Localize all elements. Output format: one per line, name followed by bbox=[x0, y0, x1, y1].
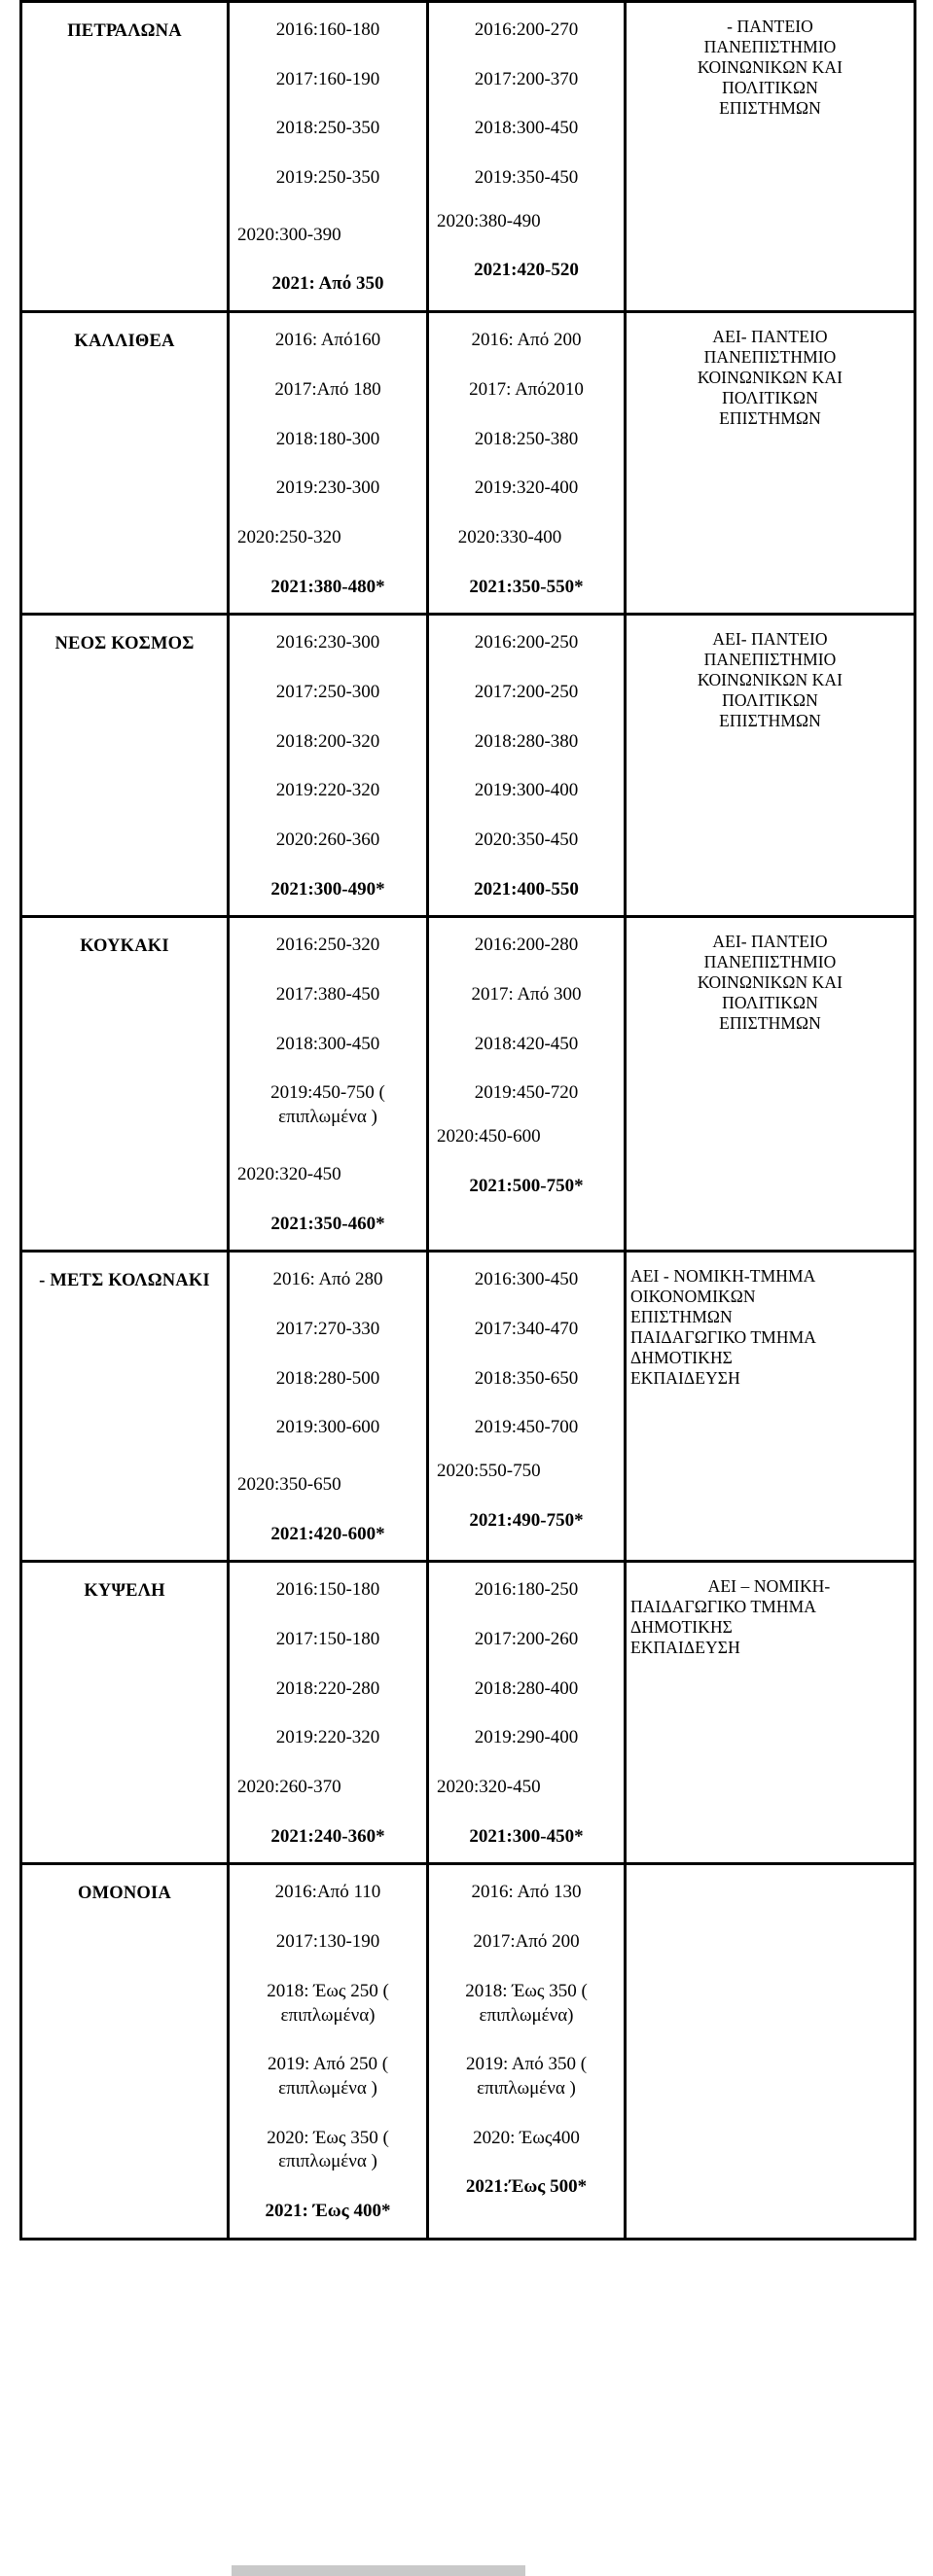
table-body bbox=[21, 2, 915, 2240]
price-entry: 2020:350-450 bbox=[474, 829, 579, 850]
university-line: ΕΚΠΑΙΔΕΥΣΗ bbox=[630, 1368, 740, 1389]
price-entry: 2020:380-490 bbox=[437, 210, 541, 231]
price-entry: 2017:250-300 bbox=[275, 681, 380, 702]
university-line: ΑΕΙ - ΝΟΜΙΚΗ-ΤΜΗΜΑ bbox=[630, 1266, 816, 1287]
university-empty bbox=[627, 1865, 914, 1892]
area-label: ΚΑΛΛΙΘΕΑ bbox=[74, 332, 175, 352]
price-entry: 2021:380-480* bbox=[270, 576, 385, 597]
price-entry: 2019:350-450 bbox=[474, 167, 579, 189]
twobed-prices-cell bbox=[428, 1562, 626, 1864]
price-entry: 2016:200-250 bbox=[474, 632, 579, 653]
area-label: ΚΥΨΕΛΗ bbox=[84, 1581, 165, 1602]
price-entry: 2019:230-300 bbox=[275, 477, 380, 499]
price-entry: 2021: Από 350 bbox=[271, 273, 384, 295]
price-entry: 2016:160-180 bbox=[275, 19, 380, 40]
price-entry: 2016: Από 130 bbox=[471, 1882, 582, 1903]
price-entry: 2018:250-380 bbox=[474, 428, 579, 449]
price-entry: 2016:180-250 bbox=[474, 1579, 579, 1601]
area-cell bbox=[21, 615, 229, 917]
price-entry: 2016:200-270 bbox=[474, 19, 579, 40]
price-entry: 2017:Από 200 bbox=[473, 1931, 580, 1953]
price-entry: 2018:220-280 bbox=[275, 1677, 380, 1699]
university-line: ΠΟΛΙΤΙΚΩΝ bbox=[722, 690, 818, 711]
price-entry: 2020:250-320 bbox=[237, 526, 341, 547]
price-entry: 2016:250-320 bbox=[275, 935, 380, 956]
price-entry: 2021:300-450* bbox=[469, 1825, 584, 1847]
university-cell bbox=[626, 917, 915, 1252]
price-entry: 2020:260-360 bbox=[275, 829, 380, 850]
university-line: ΑΕΙ- ΠΑΝΤΕΙΟ bbox=[712, 629, 828, 650]
studio-prices-cell bbox=[229, 1864, 428, 2239]
area-label: ΚΟΥΚΑΚΙ bbox=[80, 936, 169, 957]
twobed-prices-cell bbox=[428, 312, 626, 615]
university-line: ΚΟΙΝΩΝΙΚΩΝ ΚΑΙ bbox=[697, 670, 843, 690]
area-cell bbox=[21, 1864, 229, 2239]
price-entry: 2018:300-450 bbox=[275, 1033, 380, 1054]
twobed-prices-cell bbox=[428, 615, 626, 917]
university-line: ΑΕΙ- ΠΑΝΤΕΙΟ bbox=[712, 327, 828, 347]
price-entry: 2019:300-400 bbox=[474, 780, 579, 801]
price-entry: 2017: Από 300 bbox=[471, 984, 582, 1006]
university-cell bbox=[626, 1864, 915, 2239]
price-entry: 2019:320-400 bbox=[474, 477, 579, 499]
university-line: ΕΠΙΣΤΗΜΩΝ bbox=[719, 98, 821, 118]
price-entry: 2021:400-550 bbox=[474, 878, 579, 900]
university-line: ΠΟΛΙΤΙΚΩΝ bbox=[722, 78, 818, 97]
twobed-prices-cell bbox=[428, 2, 626, 312]
price-entry: 2017:160-190 bbox=[275, 68, 380, 89]
price-entry: 2017:130-190 bbox=[275, 1931, 380, 1953]
price-entry: 2016:300-450 bbox=[474, 1269, 579, 1290]
university-cell bbox=[626, 1562, 915, 1864]
university-line: ΚΟΙΝΩΝΙΚΩΝ ΚΑΙ bbox=[697, 368, 843, 388]
university-line: ΠΑΙΔΑΓΩΓΙΚΟ ΤΜΗΜΑ bbox=[630, 1597, 816, 1617]
studio-prices-cell bbox=[229, 312, 428, 615]
price-entry: 2020:260-370 bbox=[237, 1777, 341, 1798]
price-entry: 2016: Από160 bbox=[274, 330, 381, 351]
university-cell bbox=[626, 312, 915, 615]
price-entry: 2017:270-330 bbox=[275, 1318, 380, 1339]
area-cell bbox=[21, 1252, 229, 1562]
price-entry: 2018: Έως 350 ( επιπλωμένα) bbox=[465, 1980, 588, 2026]
price-entry: 2020:450-600 bbox=[437, 1126, 541, 1147]
price-entry: 2016:150-180 bbox=[275, 1579, 380, 1601]
price-entry: 2018:200-320 bbox=[275, 730, 380, 752]
price-entry: 2019:450-750 ( επιπλωμένα ) bbox=[270, 1082, 385, 1128]
price-entry: 2020:320-450 bbox=[437, 1777, 541, 1798]
university-line: ΠΟΛΙΤΙΚΩΝ bbox=[722, 993, 818, 1013]
studio-prices-cell bbox=[229, 2, 428, 312]
price-entry: 2019:450-700 bbox=[474, 1417, 579, 1438]
university-line: ΠΑΙΔΑΓΩΓΙΚΟ ΤΜΗΜΑ bbox=[630, 1327, 816, 1348]
price-entry: 2018:300-450 bbox=[474, 118, 579, 139]
studio-prices-cell bbox=[229, 917, 428, 1252]
university-cell bbox=[626, 2, 915, 312]
university-line: ΠΟΛΙΤΙΚΩΝ bbox=[722, 388, 818, 408]
price-entry: 2016: Από 200 bbox=[471, 330, 582, 351]
price-entry: 2017:150-180 bbox=[275, 1629, 380, 1649]
university-line: ΕΠΙΣΤΗΜΩΝ bbox=[719, 408, 821, 429]
price-entry: 2019:290-400 bbox=[474, 1727, 579, 1748]
price-entry: 2021:420-600* bbox=[270, 1523, 385, 1544]
area-label: - ΜΕΤΣ ΚΟΛΩΝΑΚΙ bbox=[39, 1271, 210, 1291]
price-entry: 2018: Έως 250 ( επιπλωμένα) bbox=[267, 1980, 389, 2026]
price-entry: 2021:420-520 bbox=[474, 260, 579, 281]
area-label: ΝΕΟΣ ΚΟΣΜΟΣ bbox=[54, 634, 195, 654]
rent-price-table bbox=[19, 0, 916, 2241]
area-label: ΠΕΤΡΑΛΩΝΑ bbox=[67, 21, 182, 41]
university-line: ΔΗΜΟΤΙΚΗΣ bbox=[630, 1617, 733, 1638]
price-entry: 2017: Από2010 bbox=[469, 378, 584, 400]
price-entry: 2018:280-380 bbox=[474, 730, 579, 752]
price-entry: 2021:240-360* bbox=[270, 1825, 385, 1847]
selection-highlight-band bbox=[232, 2565, 525, 2576]
university-line: ΠΑΝΕΠΙΣΤΗΜΙΟ bbox=[703, 952, 837, 972]
price-entry: 2021:350-550* bbox=[469, 576, 584, 597]
price-entry: 2018:280-500 bbox=[275, 1367, 380, 1389]
university-line: ΕΠΙΣΤΗΜΩΝ bbox=[630, 1307, 733, 1327]
twobed-prices-cell bbox=[428, 917, 626, 1252]
table-row bbox=[21, 2, 915, 312]
university-line: ΚΟΙΝΩΝΙΚΩΝ ΚΑΙ bbox=[697, 57, 843, 77]
university-line: ΠΑΝΕΠΙΣΤΗΜΙΟ bbox=[703, 347, 837, 368]
price-entry: 2019: Από 350 ( επιπλωμένα ) bbox=[465, 2054, 588, 2099]
university-line: ΕΠΙΣΤΗΜΩΝ bbox=[719, 1013, 821, 1034]
price-entry: 2017:380-450 bbox=[275, 984, 380, 1006]
price-entry: 2017:200-370 bbox=[474, 68, 579, 89]
price-entry: 2020: Έως400 bbox=[473, 2127, 580, 2148]
university-cell bbox=[626, 1252, 915, 1562]
table-row bbox=[21, 312, 915, 615]
university-line: ΕΠΙΣΤΗΜΩΝ bbox=[719, 711, 821, 731]
price-entry: 2019:220-320 bbox=[275, 1727, 380, 1748]
price-entry: 2021:500-750* bbox=[469, 1175, 584, 1196]
price-entry: 2018:180-300 bbox=[275, 428, 380, 449]
price-entry: 2017:200-260 bbox=[474, 1629, 579, 1649]
area-cell bbox=[21, 917, 229, 1252]
price-entry: 2019:220-320 bbox=[275, 780, 380, 801]
university-line: ΕΚΠΑΙΔΕΥΣΗ bbox=[630, 1638, 740, 1658]
price-entry: 2018:280-400 bbox=[474, 1677, 579, 1699]
price-entry: 2020:320-450 bbox=[237, 1163, 341, 1184]
area-cell bbox=[21, 312, 229, 615]
price-entry: 2017:Από 180 bbox=[274, 378, 381, 400]
price-entry: 2020:550-750 bbox=[437, 1460, 541, 1481]
area-cell bbox=[21, 1562, 229, 1864]
price-entry: 2018:250-350 bbox=[275, 118, 380, 139]
table-row bbox=[21, 615, 915, 917]
university-line: ΑΕΙ- ΠΑΝΤΕΙΟ bbox=[712, 932, 828, 952]
price-entry: 2020:330-400 bbox=[457, 526, 562, 547]
area-cell bbox=[21, 2, 229, 312]
price-entry: 2019:450-720 bbox=[474, 1082, 579, 1104]
price-entry: 2019: Από 250 ( επιπλωμένα ) bbox=[267, 2054, 389, 2099]
studio-prices-cell bbox=[229, 1252, 428, 1562]
university-line: ΑΕΙ – ΝΟΜΙΚΗ- bbox=[707, 1576, 831, 1597]
price-entry: 2021:490-750* bbox=[469, 1509, 584, 1531]
table-row bbox=[21, 1252, 915, 1562]
price-entry: 2017:200-250 bbox=[474, 681, 579, 702]
price-entry: 2018:420-450 bbox=[474, 1033, 579, 1054]
table-row bbox=[21, 1864, 915, 2239]
price-entry: 2019:250-350 bbox=[275, 167, 380, 189]
university-cell bbox=[626, 615, 915, 917]
price-entry: 2021:Έως 500* bbox=[465, 2176, 588, 2198]
university-line: - ΠΑΝΤΕΙΟ bbox=[727, 17, 813, 36]
price-entry: 2016: Από 280 bbox=[272, 1269, 383, 1290]
university-line: ΔΗΜΟΤΙΚΗΣ bbox=[630, 1348, 733, 1368]
studio-prices-cell bbox=[229, 1562, 428, 1864]
price-entry: 2016:200-280 bbox=[474, 935, 579, 956]
twobed-prices-cell bbox=[428, 1864, 626, 2239]
price-entry: 2021:350-460* bbox=[270, 1213, 385, 1234]
twobed-prices-cell bbox=[428, 1252, 626, 1562]
table-row bbox=[21, 917, 915, 1252]
university-line: ΠΑΝΕΠΙΣΤΗΜΙΟ bbox=[703, 650, 837, 670]
price-entry: 2019:300-600 bbox=[275, 1417, 380, 1438]
price-entry: 2020: Έως 350 ( επιπλωμένα ) bbox=[267, 2127, 389, 2172]
price-entry: 2017:340-470 bbox=[474, 1318, 579, 1339]
university-line: ΠΑΝΕΠΙΣΤΗΜΙΟ bbox=[703, 37, 837, 56]
university-line: ΚΟΙΝΩΝΙΚΩΝ ΚΑΙ bbox=[697, 972, 843, 993]
price-entry: 2021: Έως 400* bbox=[265, 2200, 391, 2221]
area-label: ΟΜΟΝΟΙΑ bbox=[78, 1884, 171, 1904]
price-entry: 2018:350-650 bbox=[474, 1367, 579, 1389]
price-entry: 2020:300-390 bbox=[237, 224, 341, 245]
price-entry: 2020:350-650 bbox=[237, 1473, 341, 1495]
university-line: ΟΙΚΟΝΟΜΙΚΩΝ bbox=[630, 1287, 756, 1307]
price-entry: 2016:230-300 bbox=[275, 632, 380, 653]
studio-prices-cell bbox=[229, 615, 428, 917]
price-entry: 2021:300-490* bbox=[270, 878, 385, 900]
table-row bbox=[21, 1562, 915, 1864]
price-entry: 2016:Από 110 bbox=[274, 1882, 381, 1903]
